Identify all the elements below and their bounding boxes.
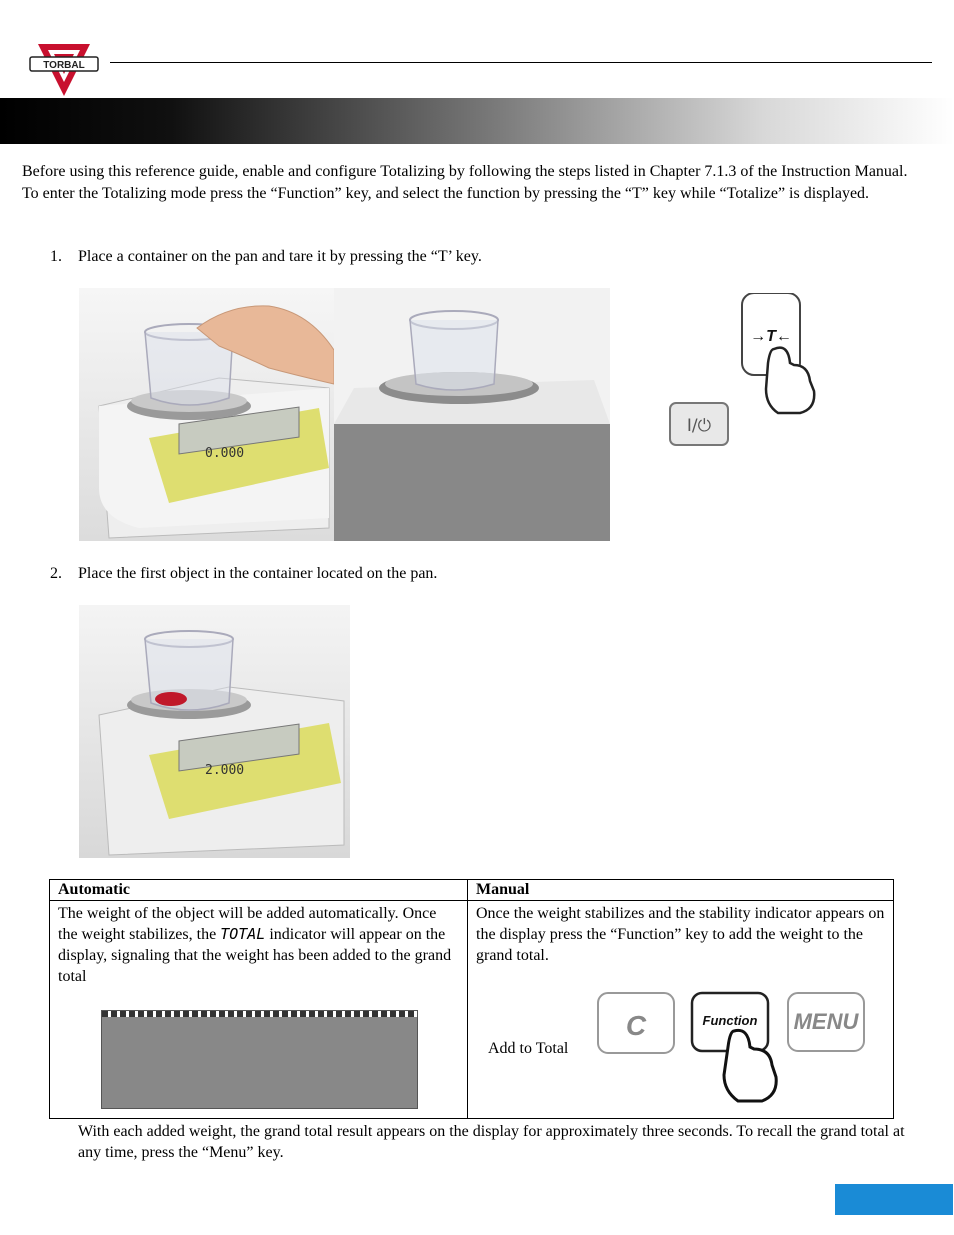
manual-cell (468, 901, 894, 1119)
photo-place-container (79, 288, 334, 541)
totalize-mode-table (49, 879, 894, 1119)
header-automatic: Automatic (50, 880, 468, 901)
header-rule (110, 62, 932, 63)
automatic-cell (50, 901, 468, 1119)
tare-key-graphic (668, 293, 818, 453)
total-indicator: TOTAL (220, 925, 266, 943)
photo-object-in-container (79, 605, 350, 858)
brand-name: TORBAL (43, 60, 85, 71)
manual-description: Once the weight stabilizes and the stability indicator appears on the display press the “Function” key to add the weight to the grand total. (476, 905, 885, 964)
intro-paragraph: Before using this reference guide, enable and configure Totalizing by following the steps listed in Chapter 7.1.3 of the Instruction Manual. To enter the Totalizing mode press the “Function” key, and select the function by pressing the “T” key while “Totalize” is displayed. (22, 163, 908, 202)
torbal-logo (28, 40, 100, 100)
photo-container-tared (334, 288, 610, 541)
step-number: 2. (50, 565, 62, 582)
power-key-label: I/⏻ (686, 416, 712, 436)
step-text: Place the first object in the container located on the pan. (78, 565, 438, 582)
step-1 (50, 246, 910, 268)
step-2 (50, 563, 910, 585)
title-banner (0, 98, 954, 144)
tare-key-label: →T← (750, 328, 792, 345)
menu-key-label: MENU (793, 1009, 859, 1034)
function-key-label: Function (702, 1013, 758, 1028)
display-total-image (101, 1010, 418, 1109)
header-manual: Manual (468, 880, 894, 901)
add-to-total-label: Add to Total (488, 1040, 569, 1057)
display-reading: 2.000 (205, 763, 245, 778)
step-number: 1. (50, 248, 62, 265)
page-number-tab (835, 1184, 953, 1215)
step-text: Place a container on the pan and tare it by pressing the “T’ key. (78, 248, 482, 265)
display-reading: 0.000 (205, 446, 245, 461)
c-key-label: C (625, 1010, 647, 1041)
grand-total-note: With each added weight, the grand total result appears on the display for approximately three seconds. To recall the grand total at any time, press the “Menu” key. (78, 1123, 905, 1161)
automatic-description: The weight of the object will be added automatically. Once the weight stabilizes, the TOTAL indicator will appear on the display, signaling that the weight has been added to the grand total (58, 905, 452, 985)
function-key-graphic (596, 991, 866, 1119)
